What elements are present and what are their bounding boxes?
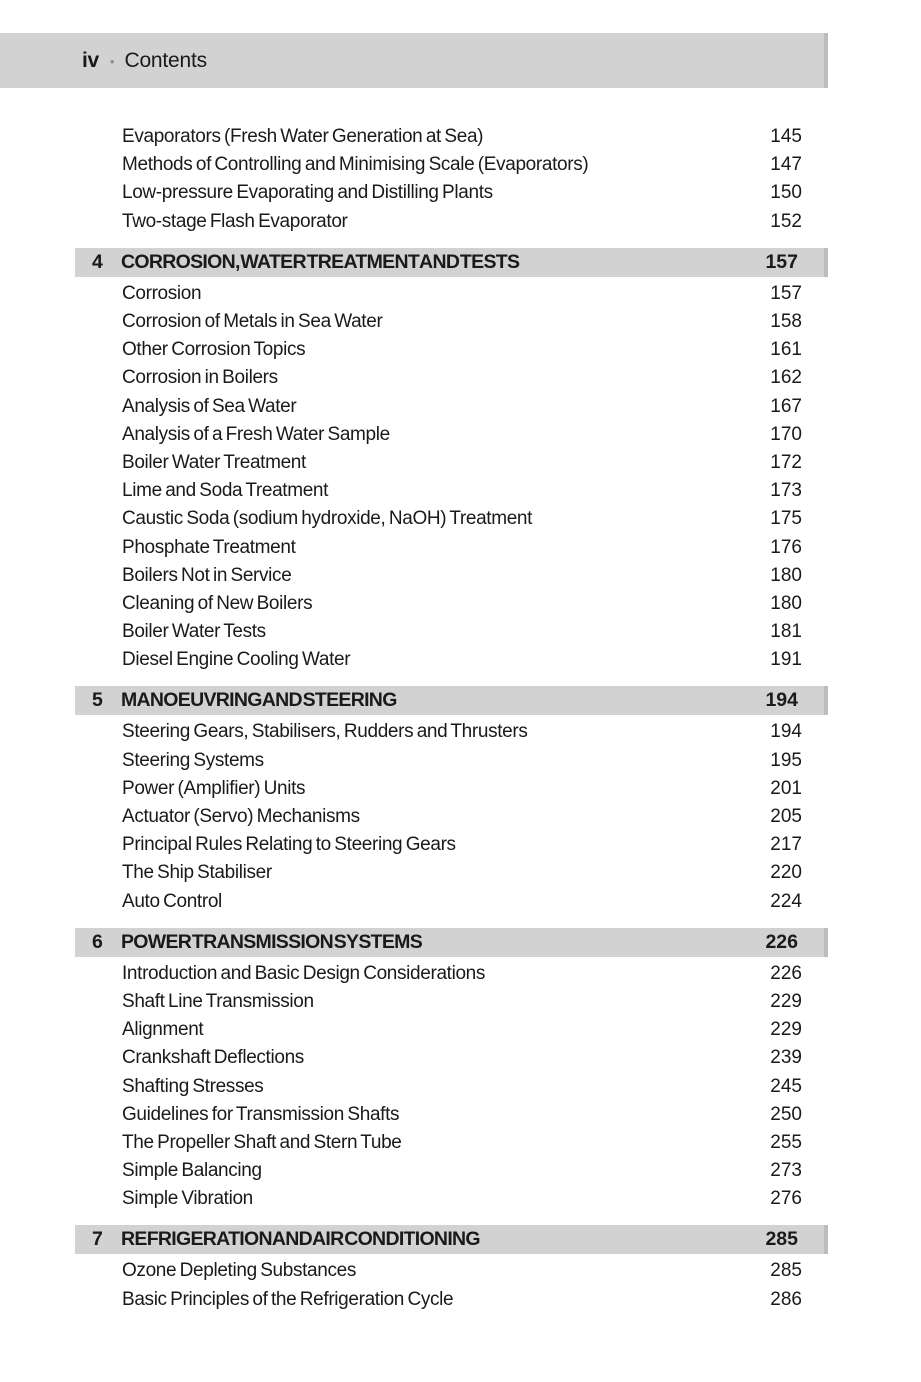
chapter-number: 6 bbox=[92, 930, 103, 953]
toc-entry bbox=[75, 477, 828, 505]
entry-title: The Propeller Shaft and Stern Tube bbox=[122, 1131, 402, 1153]
entry-title: The Ship Stabiliser bbox=[122, 862, 272, 884]
chapter-page-number: 157 bbox=[765, 250, 798, 273]
entry-page-number: 245 bbox=[770, 1075, 802, 1097]
chapter-title: CORROSION, WATER TREATMENT AND TESTS bbox=[121, 250, 520, 273]
entry-page-number: 229 bbox=[770, 990, 802, 1012]
entry-page-number: 201 bbox=[770, 777, 802, 799]
toc-entry bbox=[75, 960, 828, 988]
entry-title: Other Corrosion Topics bbox=[122, 339, 306, 361]
entry-page-number: 229 bbox=[770, 1019, 802, 1041]
entry-page-number: 176 bbox=[770, 536, 802, 558]
entry-page-number: 173 bbox=[770, 480, 802, 502]
entry-page-number: 205 bbox=[770, 806, 802, 828]
entry-title: Guidelines for Transmission Shafts bbox=[122, 1103, 400, 1125]
toc-entry bbox=[75, 1286, 828, 1314]
entry-title: Ozone Depleting Substances bbox=[122, 1260, 357, 1282]
toc bbox=[75, 88, 828, 1314]
entry-title: Power (Amplifier) Units bbox=[122, 777, 306, 799]
chapter-number: 7 bbox=[92, 1228, 103, 1251]
toc-entry bbox=[75, 1129, 828, 1157]
entry-page-number: 150 bbox=[770, 182, 802, 204]
entry-title: Caustic Soda (sodium hydroxide, NaOH) Treatment bbox=[122, 508, 533, 530]
chapter-heading bbox=[75, 928, 828, 957]
toc-entry bbox=[75, 179, 828, 207]
toc-section bbox=[75, 1225, 828, 1313]
toc-entry bbox=[75, 151, 828, 179]
toc-entry-list bbox=[75, 718, 828, 915]
toc-entry bbox=[75, 618, 828, 646]
toc-entry bbox=[75, 308, 828, 336]
toc-entry bbox=[75, 1185, 828, 1213]
toc-entry bbox=[75, 590, 828, 618]
entry-title: Boiler Water Treatment bbox=[122, 451, 306, 473]
bullet-separator-icon: • bbox=[109, 54, 115, 69]
toc-entry bbox=[75, 1257, 828, 1285]
toc-entry-list bbox=[75, 280, 828, 675]
entry-page-number: 250 bbox=[770, 1103, 802, 1125]
chapter-heading bbox=[75, 686, 828, 715]
entry-title: Principal Rules Relating to Steering Gears bbox=[122, 834, 456, 856]
chapter-page-number: 285 bbox=[765, 1228, 798, 1251]
entry-title: Steering Systems bbox=[122, 749, 264, 771]
entry-page-number: 239 bbox=[770, 1047, 802, 1069]
entry-title: Boiler Water Tests bbox=[122, 621, 266, 643]
toc-entry bbox=[75, 1101, 828, 1129]
toc-section bbox=[75, 928, 828, 1214]
entry-page-number: 286 bbox=[770, 1288, 802, 1310]
toc-entry bbox=[75, 123, 828, 151]
entry-page-number: 224 bbox=[770, 890, 802, 912]
toc-entry bbox=[75, 988, 828, 1016]
entry-title: Low-pressure Evaporating and Distilling Plants bbox=[122, 182, 493, 204]
entry-page-number: 181 bbox=[770, 621, 802, 643]
entry-page-number: 285 bbox=[770, 1260, 802, 1282]
toc-entry bbox=[75, 646, 828, 674]
entry-title: Simple Vibration bbox=[122, 1188, 253, 1210]
toc-entry bbox=[75, 421, 828, 449]
entry-page-number: 147 bbox=[770, 154, 802, 176]
chapter-heading bbox=[75, 1225, 828, 1254]
toc-entry bbox=[75, 336, 828, 364]
toc-entry bbox=[75, 533, 828, 561]
entry-page-number: 170 bbox=[770, 423, 802, 445]
entry-page-number: 194 bbox=[770, 721, 802, 743]
entry-page-number: 276 bbox=[770, 1188, 802, 1210]
toc-entry bbox=[75, 888, 828, 916]
entry-title: Lime and Soda Treatment bbox=[122, 480, 329, 502]
toc-entry bbox=[75, 747, 828, 775]
entry-title: Shaft Line Transmission bbox=[122, 990, 314, 1012]
entry-title: Introduction and Basic Design Considerations bbox=[122, 962, 486, 984]
toc-section bbox=[75, 686, 828, 915]
entry-page-number: 152 bbox=[770, 210, 802, 232]
toc-entry bbox=[75, 831, 828, 859]
entry-title: Crankshaft Deflections bbox=[122, 1047, 304, 1069]
entry-title: Corrosion in Boilers bbox=[122, 367, 278, 389]
entry-page-number: 145 bbox=[770, 126, 802, 148]
entry-title: Methods of Controlling and Minimising Scale (Evaporators) bbox=[122, 154, 589, 176]
toc-section bbox=[75, 123, 828, 236]
entry-title: Actuator (Servo) Mechanisms bbox=[122, 806, 360, 828]
page-title: Contents bbox=[124, 48, 207, 72]
entry-page-number: 161 bbox=[770, 339, 802, 361]
toc-entry bbox=[75, 718, 828, 746]
entry-title: Cleaning of New Boilers bbox=[122, 592, 313, 614]
toc-entry bbox=[75, 775, 828, 803]
toc-entry bbox=[75, 280, 828, 308]
entry-title: Shafting Stresses bbox=[122, 1075, 264, 1097]
toc-section bbox=[75, 248, 828, 675]
entry-page-number: 180 bbox=[770, 564, 802, 586]
chapter-title: REFRIGERATION AND AIR CONDITIONING bbox=[121, 1228, 480, 1251]
entry-title: Analysis of Sea Water bbox=[122, 395, 297, 417]
entry-page-number: 217 bbox=[770, 834, 802, 856]
entry-page-number: 175 bbox=[770, 508, 802, 530]
entry-page-number: 162 bbox=[770, 367, 802, 389]
entry-title: Analysis of a Fresh Water Sample bbox=[122, 423, 390, 445]
folio-number: iv bbox=[82, 48, 99, 72]
entry-title: Two-stage Flash Evaporator bbox=[122, 210, 348, 232]
entry-title: Auto Control bbox=[122, 890, 222, 912]
entry-page-number: 191 bbox=[770, 649, 802, 671]
toc-entry bbox=[75, 1044, 828, 1072]
entry-page-number: 157 bbox=[770, 282, 802, 304]
chapter-title: MANOEUVRING AND STEERING bbox=[121, 689, 397, 712]
chapter-number: 4 bbox=[92, 250, 103, 273]
entry-title: Steering Gears, Stabilisers, Rudders and Thrusters bbox=[122, 721, 528, 743]
entry-title: Phosphate Treatment bbox=[122, 536, 296, 558]
entry-page-number: 180 bbox=[770, 592, 802, 614]
entry-page-number: 195 bbox=[770, 749, 802, 771]
entry-page-number: 172 bbox=[770, 451, 802, 473]
chapter-page-number: 194 bbox=[765, 689, 798, 712]
toc-entry bbox=[75, 803, 828, 831]
chapter-page-number: 226 bbox=[765, 930, 798, 953]
toc-entry bbox=[75, 208, 828, 236]
toc-entry bbox=[75, 449, 828, 477]
toc-entry bbox=[75, 1157, 828, 1185]
toc-entry-list bbox=[75, 1257, 828, 1313]
entry-page-number: 158 bbox=[770, 311, 802, 333]
entry-title: Basic Principles of the Refrigeration Cycle bbox=[122, 1288, 454, 1310]
chapter-title: POWER TRANSMISSION SYSTEMS bbox=[121, 930, 422, 953]
entry-page-number: 255 bbox=[770, 1131, 802, 1153]
entry-title: Alignment bbox=[122, 1019, 204, 1041]
toc-entry-list bbox=[75, 960, 828, 1214]
toc-entry-list bbox=[75, 123, 828, 236]
toc-entry bbox=[75, 562, 828, 590]
entry-title: Evaporators (Fresh Water Generation at Sea) bbox=[122, 126, 484, 148]
entry-title: Corrosion bbox=[122, 282, 202, 304]
toc-entry bbox=[75, 859, 828, 887]
page-header bbox=[0, 33, 828, 88]
toc-entry bbox=[75, 505, 828, 533]
chapter-number: 5 bbox=[92, 689, 103, 712]
entry-page-number: 220 bbox=[770, 862, 802, 884]
toc-entry bbox=[75, 1016, 828, 1044]
entry-title: Boilers Not in Service bbox=[122, 564, 292, 586]
entry-page-number: 226 bbox=[770, 962, 802, 984]
toc-entry bbox=[75, 393, 828, 421]
chapter-heading bbox=[75, 248, 828, 277]
toc-entry bbox=[75, 364, 828, 392]
entry-page-number: 167 bbox=[770, 395, 802, 417]
entry-title: Simple Balancing bbox=[122, 1160, 262, 1182]
entry-title: Diesel Engine Cooling Water bbox=[122, 649, 351, 671]
toc-entry bbox=[75, 1072, 828, 1100]
entry-page-number: 273 bbox=[770, 1160, 802, 1182]
entry-title: Corrosion of Metals in Sea Water bbox=[122, 311, 383, 333]
